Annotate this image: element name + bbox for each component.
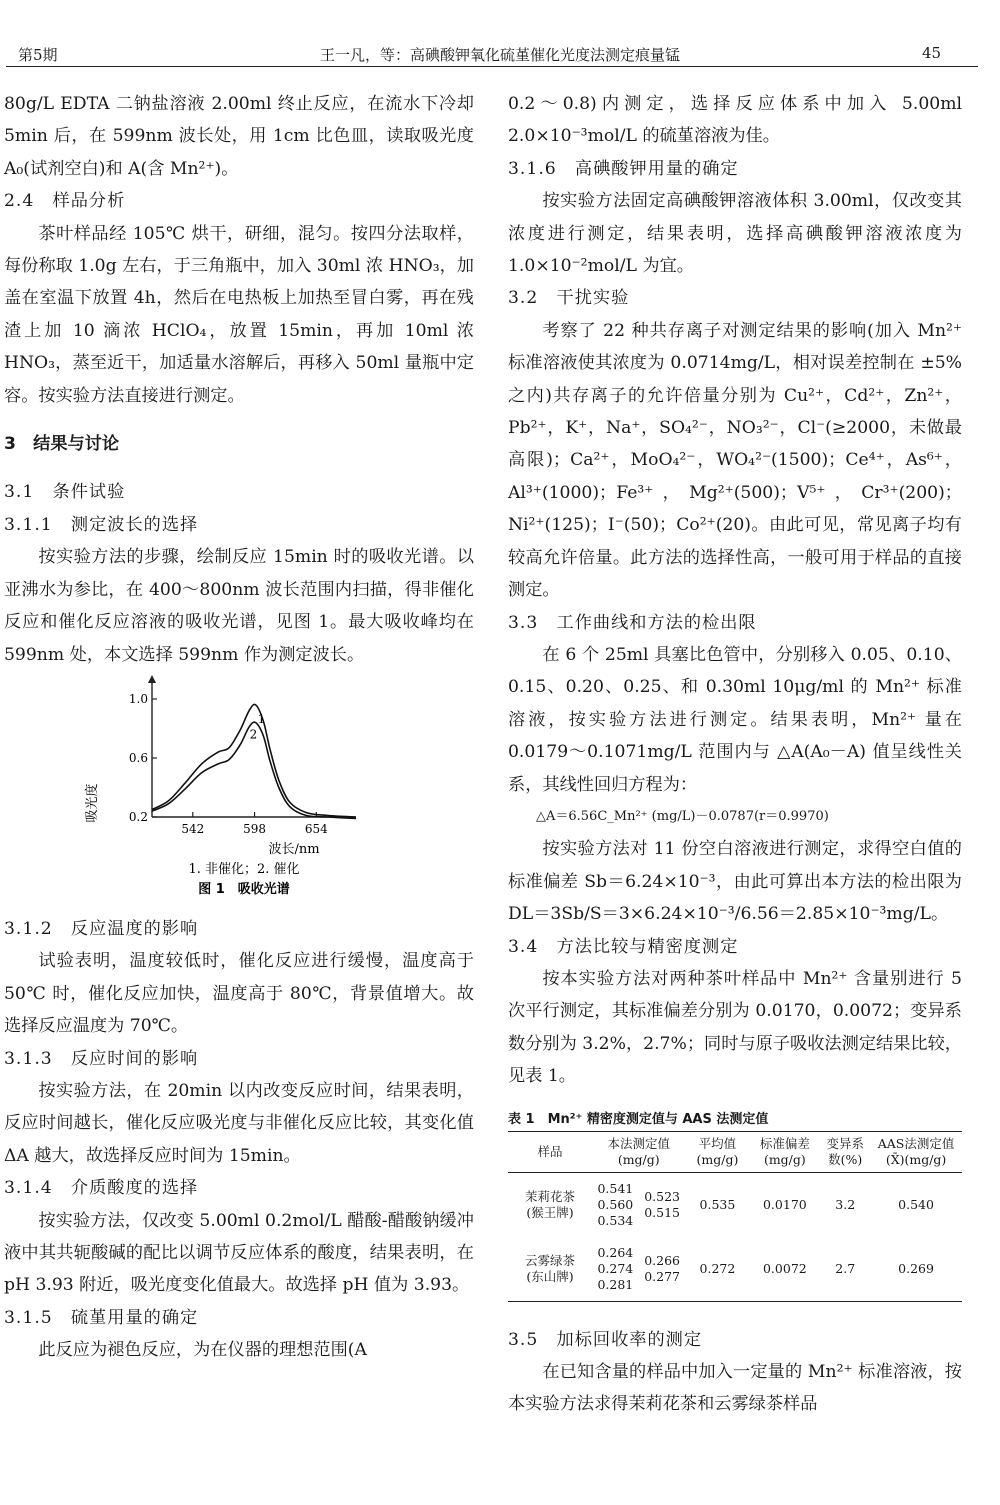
- cell-aas: 0.269: [870, 1237, 962, 1302]
- paragraph-intro: 80g/L EDTA 二钠盐溶液 2.00ml 终止反应，在流水下冷却 5min 后，在 599nm 波长处，用 1cm 比色皿，读取吸光度 A₀(试剂空白)和 A(含 Mn²⁺)。: [4, 94, 474, 179]
- figure-1: [4, 671, 474, 897]
- cell-values-b: 0.266 0.277: [639, 1237, 686, 1302]
- cell-cv: 2.7: [820, 1237, 870, 1302]
- heading-3-1-5: 3.1.5 硫堇用量的确定: [4, 1307, 199, 1328]
- cell-values-a: 0.264 0.274 0.281: [592, 1237, 639, 1302]
- paragraph-3-5: 在已知含量的样品中加入一定量的 Mn²⁺ 标准溶液，按本实验方法求得茉莉花茶和云雾绿茶样品: [508, 1362, 962, 1415]
- cell-values-b: 0.523 0.515: [644, 1188, 680, 1220]
- cell-aas: 0.540: [898, 1196, 934, 1212]
- figure-caption: 图 1 吸收光谱: [198, 881, 290, 897]
- figure-legend: 1. 非催化；2. 催化: [188, 861, 300, 877]
- th-sample: 样品: [508, 1131, 592, 1172]
- heading-3-1-6: 3.1.6 高碘酸钾用量的确定: [508, 158, 739, 179]
- paragraph-3-2: 考察了 22 种共存离子对测定结果的影响(加入 Mn²⁺ 标准溶液使其浓度为 0.0714mg/L，相对误差控制在 ±5% 之内)共存离子的允许倍量分别为 Cu²⁺，Cd²⁺，Zn²⁺，Pb²⁺，K⁺，Na⁺，SO₄²⁻，NO₃²⁻，Cl⁻(≥2000，未做最高限)；Ca²⁺，MoO₄²⁻，WO₄²⁻(1500)；Ce⁴⁺，As⁶⁺，Al³⁺(1000)；Fe³⁺，Mg²⁺(500)；V⁵⁺，Cr³⁺(200)；Ni²⁺(125)；I⁻(50)；Co²⁺(20)。由此可见，常见离子均有较高允许倍量。此方法的选择性高，一般可用于样品的直接测定。: [508, 320, 962, 601]
- spacer: [4, 412, 474, 428]
- heading-3-3: 3.3 工作曲线和方法的检出限: [508, 612, 757, 633]
- paragraph-3-3b: 按实验方法对 11 份空白溶液进行测定，求得空白值的标准偏差 Sb＝6.24×10⁻³，由此可算出本方法的检出限为 DL＝3Sb/S＝3×6.24×10⁻³/6.56＝2.85×10⁻³mg/L。: [508, 839, 962, 925]
- cell-sample: 云雾绿茶 (东山牌): [508, 1237, 592, 1302]
- paragraph-3-1-2: 试验表明，温度较低时，催化反应进行缓慢，温度高于 50℃ 时，催化反应加快，温度高于 80℃，背景值增大。故选择反应温度为 70℃。: [4, 951, 474, 1037]
- heading-3: 3 结果与讨论: [4, 434, 120, 455]
- spacer: [508, 1093, 962, 1109]
- heading-2-4: 2.4 样品分析: [4, 191, 126, 212]
- heading-3-2: 3.2 干扰实验: [508, 288, 630, 309]
- table-row: [508, 1172, 962, 1237]
- th-aas: AAS法测定值(X̄)(mg/g): [870, 1131, 962, 1172]
- y-tick-label: 1.0: [128, 691, 148, 706]
- x-axis-label: 波长/nm: [268, 841, 320, 857]
- table-header-row: [508, 1131, 962, 1172]
- cell-sd: 0.0072: [749, 1237, 820, 1302]
- heading-3-1-2: 3.1.2 反应温度的影响: [4, 918, 199, 939]
- cell-sample: 茉莉花茶 (猴王牌): [524, 1188, 575, 1220]
- issue-number: 第5期: [18, 46, 58, 64]
- cell-cv: 3.2: [835, 1196, 856, 1212]
- heading-3-5: 3.5 加标回收率的测定: [508, 1329, 703, 1350]
- y-axis-arrow: [148, 675, 156, 683]
- page-number: 45: [922, 44, 942, 62]
- y-tick-label: 0.6: [128, 750, 148, 765]
- table-row: [508, 1237, 962, 1302]
- heading-3-1-3: 3.1.3 反应时间的影响: [4, 1048, 199, 1069]
- spacer: [4, 897, 474, 913]
- cell-mean: 0.272: [685, 1237, 749, 1302]
- table-caption: 表 1 Mn²⁺ 精密度测定值与 AAS 法测定值: [508, 1111, 769, 1127]
- x-tick-label: 598: [243, 821, 267, 836]
- paragraph-3-1-4: 按实验方法，仅改变 5.00ml 0.2mol/L 醋酸-醋酸钠缓冲液中其共轭酸碱的配比以调节反应体系的酸度，结果表明，在 pH 3.93 附近，吸光度变化值最大。故选择 pH 值为 3.93。: [4, 1210, 474, 1296]
- paragraph-3-4: 按本实验方法对两种茶叶样品中 Mn²⁺ 含量别进行 5 次平行测定，其标准偏差分别为 0.0170，0.0072；变异系数分别为 3.2%，2.7%；同时与原子吸收法测定结果比较，见表 1。: [508, 968, 962, 1087]
- th-measured: 本法测定值(mg/g): [592, 1131, 685, 1172]
- heading-3-1: 3.1 条件试验: [4, 482, 126, 503]
- curve-label-2: 2: [249, 727, 258, 742]
- x-tick-label: 654: [304, 821, 328, 836]
- spacer: [508, 1302, 962, 1324]
- th-sd: 标准偏差(mg/g): [749, 1131, 820, 1172]
- cell-mean: 0.535: [699, 1196, 736, 1212]
- running-title: 王一凡，等：高碘酸钾氧化硫堇催化光度法测定痕量锰: [319, 46, 680, 64]
- precision-table: [508, 1131, 962, 1302]
- y-axis-label: 吸光度: [85, 783, 100, 823]
- th-cv: 变异系数(%): [820, 1131, 870, 1172]
- absorption-spectrum-chart: [4, 671, 474, 897]
- y-tick-label: 0.2: [128, 809, 148, 824]
- paragraph-3-1-6: 按实验方法固定高碘酸钾溶液体积 3.00ml，仅改变其浓度进行测定，结果表明，选择高碘酸钾溶液浓度为 1.0×10⁻²mol/L 为宜。: [508, 191, 962, 277]
- heading-3-1-4: 3.1.4 介质酸度的选择: [4, 1178, 199, 1199]
- cell-sd: 0.0170: [762, 1196, 807, 1212]
- paragraph-3-1-1: 按实验方法的步骤，绘制反应 15min 时的吸收光谱。以亚沸水为参比，在 400～800nm 波长范围内扫描，得非催化反应和催化反应溶液的吸收光谱，见图 1。最大吸收峰均在 599nm 处，本文选择 599nm 作为测定波长。: [4, 547, 474, 665]
- x-tick-label: 542: [181, 821, 205, 836]
- paragraph-continued: 0.2～0.8)内测定，选择反应体系中加入 5.00ml 2.0×10⁻³mol/L 的硫堇溶液为佳。: [508, 94, 962, 147]
- spacer: [4, 460, 474, 476]
- heading-3-4: 3.4 方法比较与精密度测定: [508, 936, 739, 957]
- paragraph-3-1-3: 按实验方法，在 20min 以内改变反应时间，结果表明，反应时间越长，催化反应吸光度与非催化反应比较，其变化值 ΔA 越大，故选择反应时间为 15min。: [4, 1080, 474, 1166]
- right-column: [508, 88, 962, 1421]
- paragraph-3-1-5: 此反应为褪色反应，为在仪器的理想范围(A: [38, 1340, 367, 1361]
- heading-3-1-1: 3.1.1 测定波长的选择: [4, 514, 199, 535]
- th-mean: 平均值(mg/g): [685, 1131, 749, 1172]
- curve-label-1: 1: [257, 711, 266, 726]
- paragraph-3-3: 在 6 个 25ml 具塞比色管中，分别移入 0.05、0.10、0.15、0.20、0.25、和 0.30ml 10μg/ml 的 Mn²⁺ 标准溶液，按实验方法进行测定。结果表明，Mn²⁺ 量在 0.0179～0.1071mg/L 范围内与 △A(A₀－A) 值呈线性关系，其线性回归方程为：: [508, 644, 962, 795]
- left-column: [4, 88, 474, 1367]
- paragraph-2-4: 茶叶样品经 105℃ 烘干，研细，混匀。按四分法取样，每份称取 1.0g 左右，于三角瓶中，加入 30ml 浓 HNO₃，加盖在室温下放置 4h，然后在电热板上加热至冒白雾，再在残渣上加 10 滴浓 HClO₄，放置 15min，再加 10ml 浓 HNO₃，蒸至近干，加适量水溶解后，再移入 50ml 量瓶中定容。按实验方法直接进行测定。: [4, 223, 474, 406]
- regression-equation: △A＝6.56C_Mn²⁺ (mg/L)－0.0787(r＝0.9970): [536, 808, 829, 824]
- cell-values-a: 0.541 0.560 0.534: [597, 1180, 634, 1228]
- series-line-1: [152, 704, 356, 817]
- header-rule: [6, 66, 978, 67]
